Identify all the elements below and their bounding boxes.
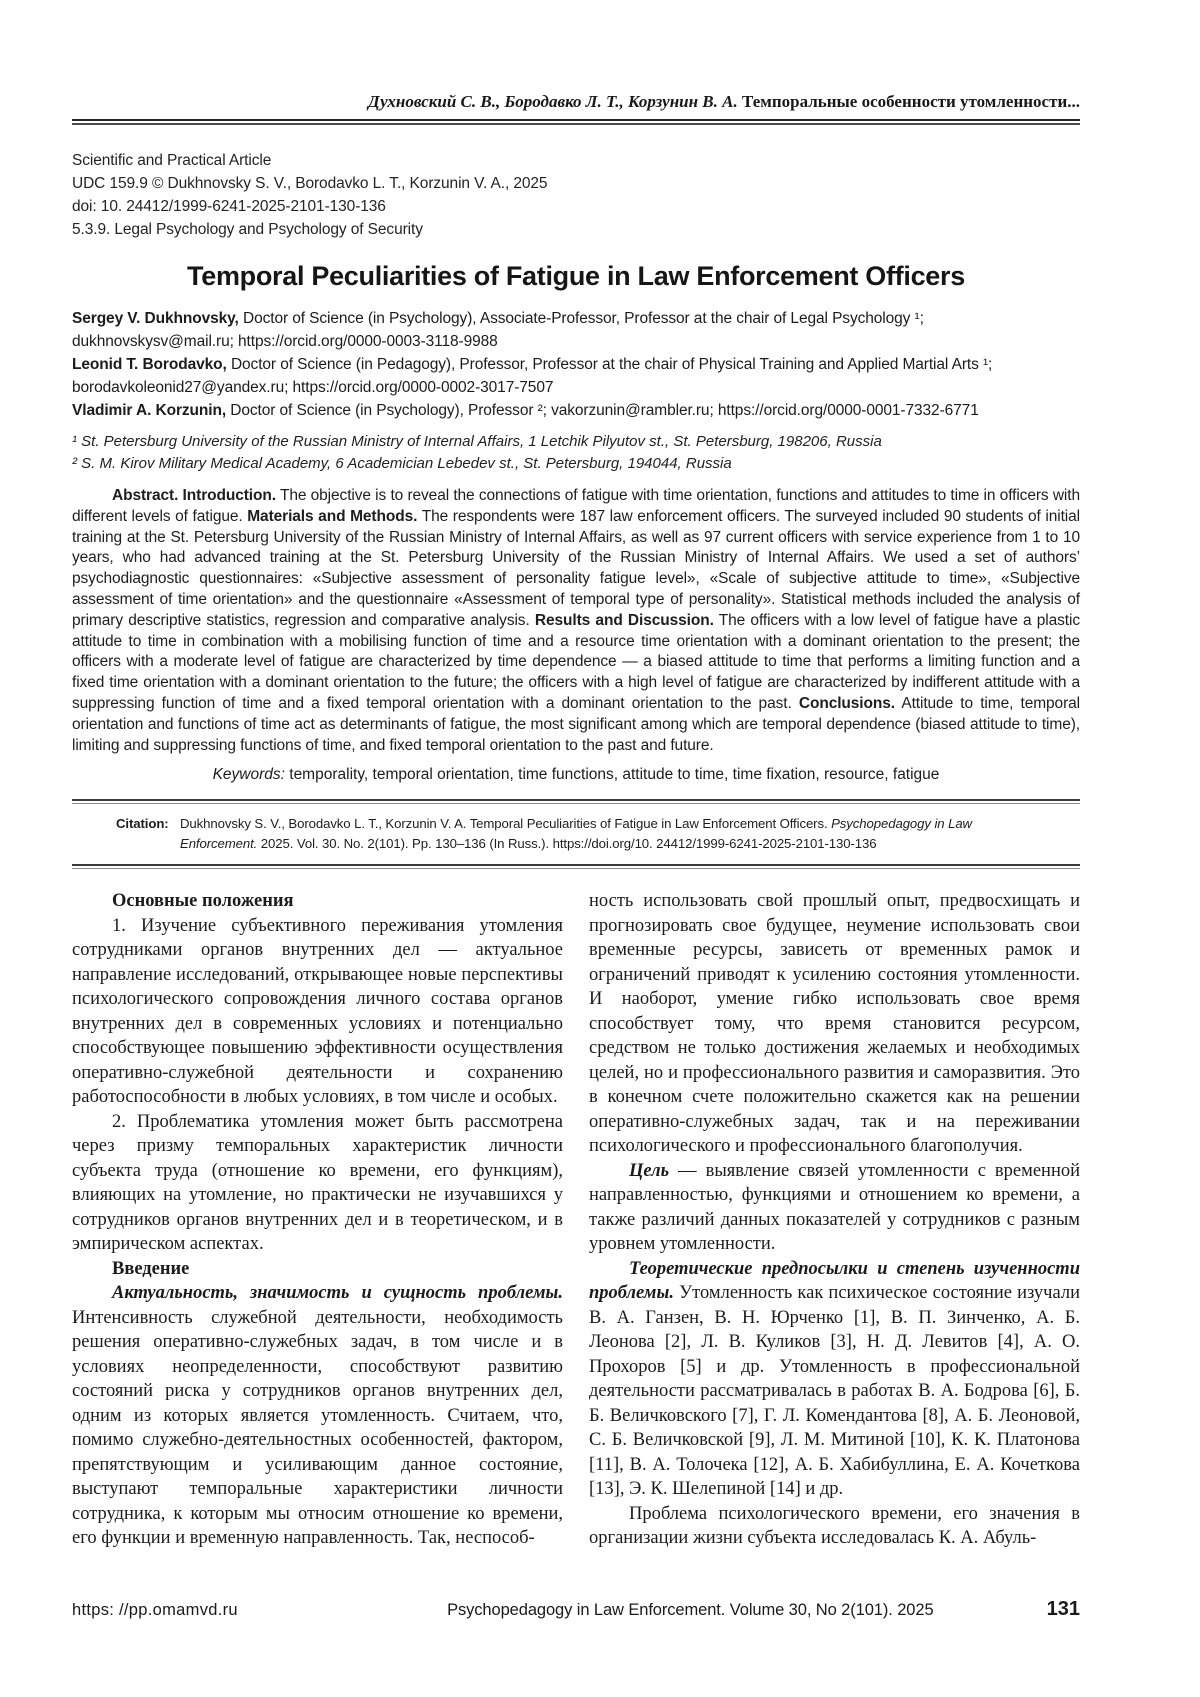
abstract-text-methods: The respondents were 187 law enforcement officers. The surveyed included 90 students of initial training at the St. Petersburg University of the Russian Ministry of Internal Affairs, as well as 97 current officers with service experience from 1 to 10 years, who had advanced training at the St. Petersburg University of the Russian Ministry of Internal Affairs. We used a set of authors’ psychodiagnostic questionnaires: «Subjective assessment of personality fatigue level», «Scale of subjective attitude to time», «Subjective assessment of time orientation» and the questionnaire «Assessment of temporal type of personality». Statistical methods included the analysis of primary descriptive statistics, regression and comparative analysis. xyxy=(72,507,1080,629)
body-paragraph xyxy=(589,1257,1080,1502)
body-paragraph: 1. Изучение субъективного переживания утомления сотрудниками органов внутренних дел — актуальное направление исследований, открывающее новые перспективы психологического сопровождения личного состава органов внутренних дел в современных условиях и потенциально способствующее повышению эффективности осуществления оперативно-служебной деятельности и сохранению работоспособности в любых условиях, в том числе и особых. xyxy=(72,915,563,1108)
author-name: Vladimir A. Korzunin, xyxy=(72,402,227,419)
article-body xyxy=(72,889,1080,1551)
abstract-label-conclusions: Conclusions. xyxy=(798,694,895,712)
doi-line: doi: 10. 24412/1999-6241-2025-2101-130-136 xyxy=(72,198,386,215)
affiliation: ² S. M. Kirov Military Medical Academy, 6 Academician Lebedev st., St. Petersburg, 194044, Russia xyxy=(72,455,732,472)
running-head xyxy=(72,92,1080,112)
citation-block xyxy=(72,799,1080,869)
author-entry xyxy=(72,399,1080,422)
abstract xyxy=(72,486,1080,756)
keywords-text: temporality, temporal orientation, time functions, attitude to time, time fixation, resource, fatigue xyxy=(284,766,940,784)
right-column xyxy=(589,889,1080,1551)
citation-journal-name: Psychopedagogy in Law Enforcement. xyxy=(180,816,972,851)
paragraph-lead: Актуальность, значимость и сущность проблемы. xyxy=(112,1283,563,1304)
keywords-label: Keywords: xyxy=(212,766,285,784)
affiliations-block xyxy=(72,431,1080,475)
keywords-line xyxy=(72,765,1080,785)
author-credentials: Doctor of Science (in Psychology), Professor ²; vakorzunin@rambler.ru; https://orcid.org/0000-0001-7332-6771 xyxy=(226,402,979,419)
author-name: Leonid T. Borodavko, xyxy=(72,356,227,373)
author-contacts: dukhnovskysv@mail.ru; https://orcid.org/0000-0003-3118-9988 xyxy=(72,333,498,350)
paragraph-lead: Теоретические предпосылки и степень изученности проблемы. xyxy=(589,1258,1080,1304)
citation-issue-doi: 2025. Vol. 30. No. 2(101). Pp. 130–136 (In Russ.). https://doi.org/10. 24412/1999-6241-2025-2101-130-136 xyxy=(257,835,877,851)
abstract-text-introduction: The objective is to reveal the connections of fatigue with time orientation, functions and attitudes to time in officers with different levels of fatigue. xyxy=(72,487,1080,525)
abstract-label-introduction: Abstract. Introduction. xyxy=(112,487,276,504)
citation-text xyxy=(180,814,1040,853)
paragraph-text: Интенсивность служебной деятельности, необходимость решения оперативно-служебных задач, в том числе и в условиях неопределенности, способствуют развитию состояний риска у сотрудников органов внутренних дел, одним из которых является утомленность. Считаем, что, помимо служебно-деятельностных особенностей, фактором, препятствующим и усиливающим данное состояние, выступают темпоральные характеристики личности сотрудника, к которым мы относим отношение ко времени, его функции и временную направленность. Так, неспособ- xyxy=(72,1307,563,1549)
citation-label: Citation: xyxy=(116,816,169,832)
page-number: 131 xyxy=(1046,1598,1080,1620)
journal-issue-line: Psychopedagogy in Law Enforcement. Volume 30, No 2(101). 2025 xyxy=(447,1601,934,1619)
section-heading-main-provisions: Основные положения xyxy=(112,891,294,912)
abstract-label-methods: Materials and Methods. xyxy=(247,507,418,525)
header-rule xyxy=(72,119,1080,125)
author-entry xyxy=(72,353,1080,399)
paragraph-text: — выявление связей утомленности с временной направленностью, функциями и отношением ко времени, а также различий данных показателей у сотрудников с разным уровнем утомленности. xyxy=(589,1160,1080,1255)
abstract-text-results: The officers with a low level of fatigue have a plastic attitude to time in combination with a mobilising function of time and a resource time orientation with a dominant orientation to the present; the officers with a moderate level of fatigue are characterized by time dependence — a biased attitude to time that performs a limiting function and a fixed time orientation with a dominant orientation to the future; the officers with a high level of fatigue are characterized by indifferent attitude with a suppressing function of time and a fixed temporal orientation with a dominant orientation to the past. xyxy=(72,611,1080,712)
body-paragraph xyxy=(72,1281,563,1551)
body-paragraph xyxy=(589,1159,1080,1257)
article-page xyxy=(72,0,1080,1697)
body-paragraph: 2. Проблематика утомления может быть рассмотрена через призму темпоральных характеристик личности субъекта труда (отношение ко времени, его функциям), влияющих на утомление, но практически не изучавшихся у сотрудников органов внутренних дел и в теоретическом, и в эмпирическом аспектах. xyxy=(72,1111,563,1255)
author-credentials: Doctor of Science (in Pedagogy), Professor, Professor at the chair of Physical Training and Applied Martial Arts ¹; xyxy=(226,356,993,373)
citation-authors-title: Dukhnovsky S. V., Borodavko L. T., Korzunin V. A. Temporal Peculiarities of Fatigue in Law Enforcement Officers. xyxy=(180,816,832,832)
article-meta xyxy=(72,149,1080,241)
udc-line: UDC 159.9 © Dukhnovsky S. V., Borodavko L. T., Korzunin V. A., 2025 xyxy=(72,175,548,192)
citation-rule-bottom xyxy=(72,864,1080,869)
body-paragraph: ность использовать свой прошлый опыт, предвосхищать и прогнозировать свое будущее, неумение использовать свои временные ресурсы, зависеть от временных рамок и ограничений приводят к усилению состояния утомленности. И наоборот, умение гибко использовать свое время способствует тому, что время становится ресурсом, средством не только достижения желаемых и необходимых целей, но и профессионального развития и саморазвития. Это в конечном счете положительно скажется как на решении оперативно-служебных задач, так и на переживании психологического и профессионального благополучия. xyxy=(589,891,1080,1157)
paragraph-text: Утомленность как психическое состояние изучали В. А. Ганзен, В. Н. Юрченко [1], В. П. Зинченко, А. Б. Леонова [2], Л. В. Куликов [3], Н. Д. Левитов [4], А. О. Прохоров [5] и др. Утомленность в профессиональной деятельности рассматривалась в работах В. А. Бодрова [6], Б. Б. Величковского [7], Г. Л. Комендантова [8], А. Б. Леоновой, С. Б. Величковской [9], Л. М. Митиной [10], К. К. Платонова [11], В. А. Толочека [12], А. Б. Хабибуллина, Е. А. Кочеткова [13], Э. К. Шелепиной [14] и др. xyxy=(589,1283,1080,1500)
author-contacts: borodavkoleonid27@yandex.ru; https://orcid.org/0000-0002-3017-7507 xyxy=(72,379,554,396)
authors-block xyxy=(72,307,1080,422)
author-entry xyxy=(72,307,1080,353)
article-type: Scientific and Practical Article xyxy=(72,152,272,169)
paragraph-lead: Цель xyxy=(629,1160,670,1181)
specialty-line: 5.3.9. Legal Psychology and Psychology of Security xyxy=(72,221,423,238)
left-column xyxy=(72,889,563,1551)
abstract-text-conclusions: Attitude to time, temporal orientation and functions of time act as determinants of fatigue, the most significant among which are temporal dependence (biased attitude to time), limiting and suppressing functions of time, and fixed temporal orientation to the past and future. xyxy=(72,694,1080,754)
article-title: Temporal Peculiarities of Fatigue in Law Enforcement Officers xyxy=(187,261,965,291)
page-footer xyxy=(72,1598,1080,1621)
body-paragraph: Проблема психологического времени, его значения в организации жизни субъекта исследовалась К. А. Абуль- xyxy=(589,1503,1080,1549)
author-name: Sergey V. Dukhnovsky, xyxy=(72,310,239,327)
journal-url: https: //pp.omamvd.ru xyxy=(72,1601,238,1619)
author-credentials: Doctor of Science (in Psychology), Associate-Professor, Professor at the chair of Legal Psychology ¹; xyxy=(238,310,924,327)
citation-row xyxy=(72,804,1080,864)
section-heading-introduction: Введение xyxy=(112,1258,190,1279)
running-head-authors: Духновский С. В., Бородавко Л. Т., Корзунин В. А. xyxy=(368,92,738,111)
abstract-label-results: Results and Discussion. xyxy=(534,611,714,629)
running-head-title: Темпоральные особенности утомленности... xyxy=(737,92,1080,111)
affiliation: ¹ St. Petersburg University of the Russian Ministry of Internal Affairs, 1 Letchik Pilyutov st., St. Petersburg, 198206, Russia xyxy=(72,433,882,450)
